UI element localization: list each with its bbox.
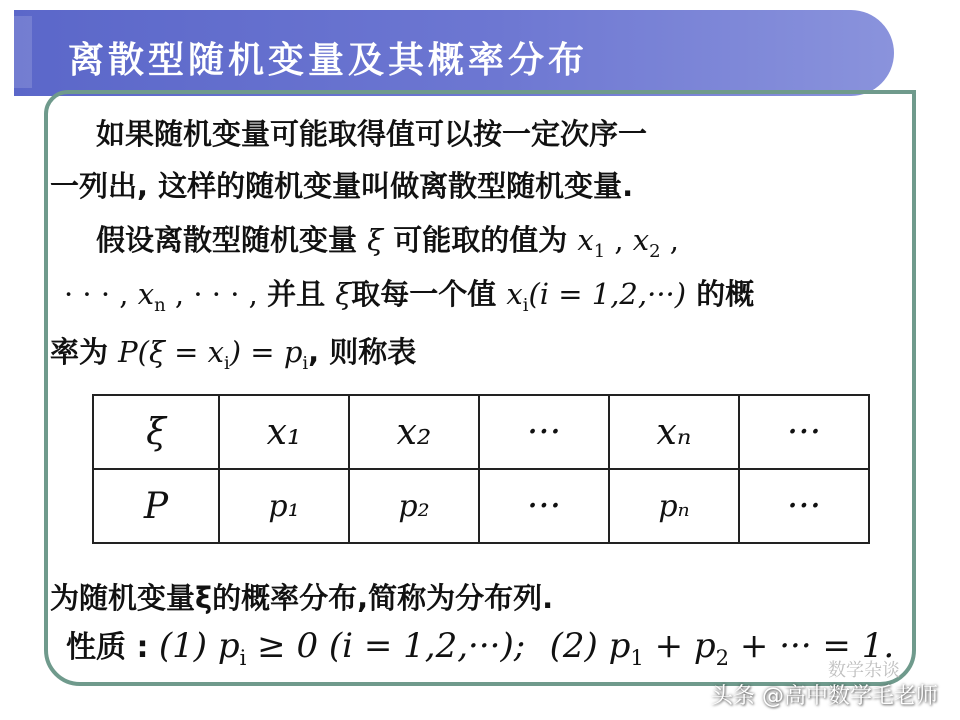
slide-title: 离散型随机变量及其概率分布 xyxy=(68,40,589,81)
text-and: 并且 xyxy=(267,277,326,311)
para2-text: 假设离散型随机变量 xyxy=(96,223,358,257)
para1-line1: 如果随机变量可能取得值可以按一定次序一 xyxy=(96,117,648,151)
x2-term: $x_2$ xyxy=(632,223,661,262)
table-cell: x₁ xyxy=(219,395,349,469)
table-cell: ··· xyxy=(739,395,869,469)
xi-symbol: ξ xyxy=(367,223,384,257)
watermark: 数学杂谈 xyxy=(828,660,900,681)
table-cell: pₙ xyxy=(609,469,739,543)
distribution-table xyxy=(92,394,870,544)
title-banner xyxy=(14,10,894,96)
para2-line3 xyxy=(50,330,416,374)
table-cell: xₙ xyxy=(609,395,739,469)
xn-term: $x_n$ xyxy=(137,277,166,316)
prob-expression: $P(\xi = x_i) = p_i$ xyxy=(118,335,309,374)
dots: , · · · , xyxy=(165,277,268,311)
xi-symbol: ξ xyxy=(335,277,352,311)
xi-term: $x_i$ xyxy=(506,277,529,316)
table-row xyxy=(93,469,869,543)
para1-line2: 一列出, 这样的随机变量叫做离散型随机变量. xyxy=(50,169,634,203)
text-each-value: 取每一个值 xyxy=(351,277,497,311)
property-2: (2) $p_1 + p_2$ + ··· = 1. xyxy=(549,626,895,670)
x1-term: $x_1$ xyxy=(577,223,606,262)
text-rate: 率为 xyxy=(50,335,109,369)
para2-line2 xyxy=(64,272,754,316)
dots: · · · , xyxy=(64,277,138,311)
table-cell: ξ xyxy=(93,395,219,469)
index-condition: (i = 1,2,···) xyxy=(528,277,687,311)
table-cell: p₁ xyxy=(219,469,349,543)
property-1: (1) $p_i \ge 0$ (i = 1,2,···); xyxy=(158,626,526,670)
source-badge: 头条 @高中数学毛老师 xyxy=(711,684,938,709)
sep: , xyxy=(660,223,680,257)
table-cell: p₂ xyxy=(349,469,479,543)
table-cell: P xyxy=(93,469,219,543)
para2-text2: 可能取的值为 xyxy=(393,223,568,257)
sep: , xyxy=(605,223,633,257)
table-row xyxy=(93,395,869,469)
table-cell: ··· xyxy=(739,469,869,543)
property-line xyxy=(66,622,894,670)
text-tail: , 则称表 xyxy=(308,335,417,369)
after-table-text: 为随机变量ξ的概率分布,简称为分布列. xyxy=(50,581,554,615)
para2-line1 xyxy=(96,218,679,262)
text-prob: 的概 xyxy=(696,277,755,311)
property-label: 性质 : xyxy=(66,630,159,665)
table-cell: x₂ xyxy=(349,395,479,469)
table-cell: ··· xyxy=(479,469,609,543)
table-cell: ··· xyxy=(479,395,609,469)
